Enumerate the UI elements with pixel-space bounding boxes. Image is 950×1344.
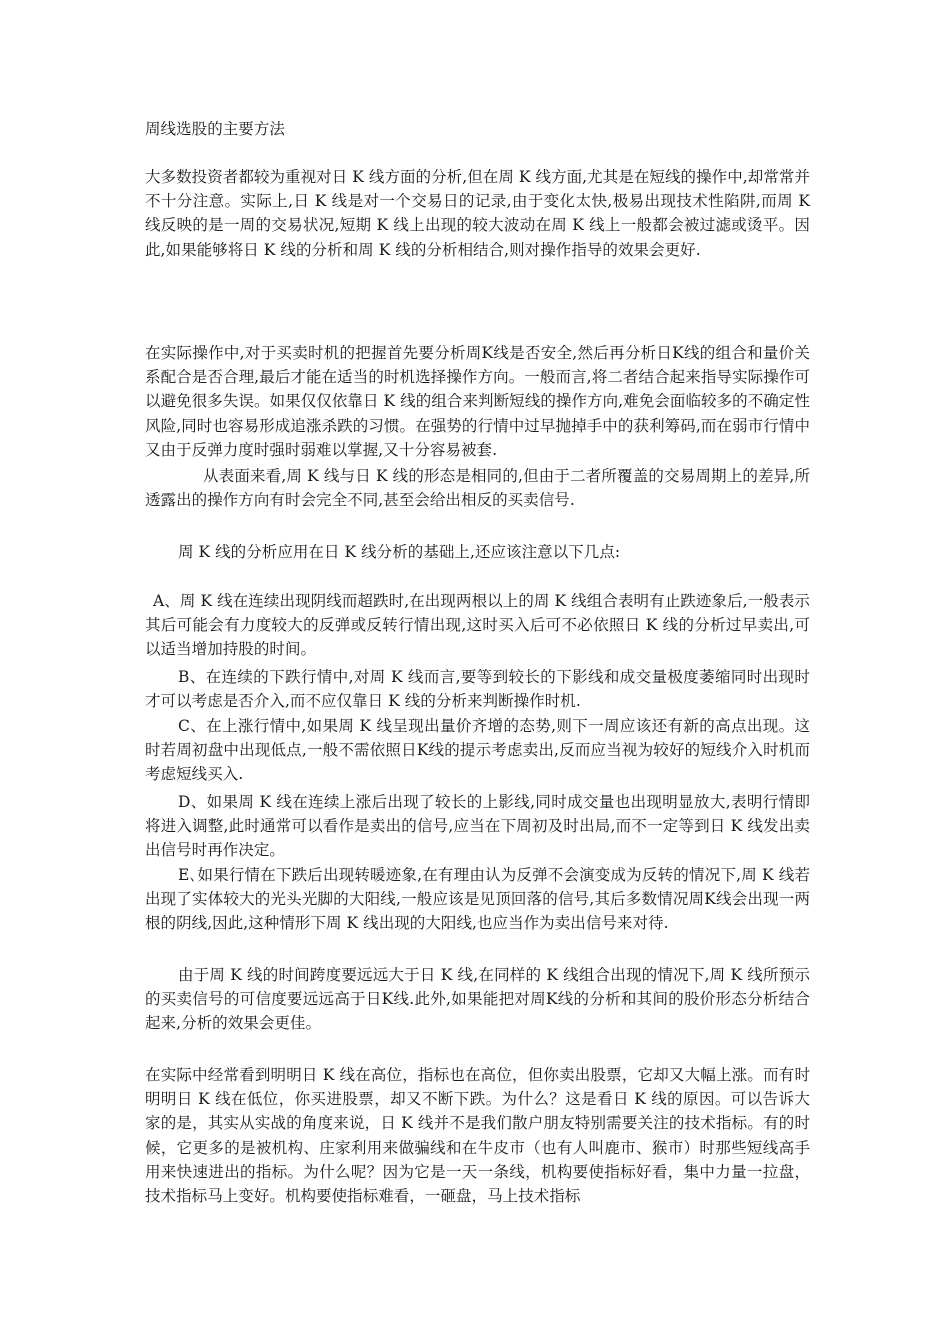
paragraph-weekly-span: 由于周 K 线的时间跨度要远远大于日 K 线,在同样的 K 线组合出现的情况下,周 K 线所预示的买卖信号的可信度要远远高于日K线.此外,如果能把对周K线的分析和其间的股价形态分析结合起来,分析的效果会更佳。 (145, 966, 810, 1033)
list-item-b: B、在连续的下跌行情中,对周 K 线而言,要等到较长的下影线和成交量极度萎缩同时出现时才可以考虑是否介入,而不应仅靠日 K 线的分析来判断操作时机. (145, 668, 810, 711)
paragraph-practice: 在实际操作中,对于买卖时机的把握首先要分析周K线是否安全,然后再分析日K线的组合和量价关系配合是否合理,最后才能在适当的时机选择操作方向。一般而言,将二者结合起来指导实际操作可以避免很多失误。如果仅仅依靠日 K 线的组合来判断短线的操作方向,难免会面临较多的不确定性风险,同时也容易形成追涨杀跌的习惯。在强势的行情中过早抛掉手中的获利筹码,而在弱市行情中又由于反弹力度时强时弱难以掌握,又十分容易被套. (145, 344, 810, 459)
paragraph-points-intro: 周 K 线的分析应用在日 K 线分析的基础上,还应该注意以下几点: (178, 543, 621, 561)
list-item-a: A、周 K 线在连续出现阴线而超跌时,在出现两根以上的周 K 线组合表明有止跌迹象后,一般表示其后可能会有力度较大的反弹或反转行情出现,这时买入后可不必依照日 K 线的分析过早卖出,可以适当增加持股的时间。 (145, 592, 810, 659)
list-item-d: D、如果周 K 线在连续上涨后出现了较长的上影线,同时成交量也出现明显放大,表明行情即将进入调整,此时通常可以看作是卖出的信号,应当在下周初及时出局,而不一定等到日 K 线发出卖出信号时再作决定。 (145, 793, 810, 860)
document-title: 周线选股的主要方法 (145, 120, 285, 138)
paragraph-daily-k: 在实际中经常看到明明日 K 线在高位，指标也在高位，但你卖出股票，它却又大幅上涨。而有时明明日 K 线在低位，你买进股票，却又不断下跌。为什么？这是看日 K 线的原因。可以告诉大家的是，其实从实战的角度来说，日 K 线并不是我们散户朋友特别需要关注的技术指标。有的时候，它更多的是被机构、庄家利用来做骗线和在牛皮市（也有人叫鹿市、猴市）时那些短线高手用来快速进出的指标。为什么呢？因为它是一天一条线，机构要使指标好看，集中力量一拉盘，技术指标马上变好。机构要使指标难看，一砸盘，马上技术指标 (145, 1066, 810, 1206)
paragraph-intro: 大多数投资者都较为重视对日 K 线方面的分析,但在周 K 线方面,尤其是在短线的操作中,却常常并不十分注意。实际上,日 K 线是对一个交易日的记录,由于变化太快,极易出现技术性陷阱,而周 K 线反映的是一周的交易状况,短期 K 线上出现的较大波动在周 K 线上一般都会被过滤或烫平。因此,如果能够将日 K 线的分析和周 K 线的分析相结合,则对操作指导的效果会更好. (145, 168, 810, 259)
paragraph-surface: 从表面来看,周 K 线与日 K 线的形态是相同的,但由于二者所覆盖的交易周期上的差异,所透露出的操作方向有时会完全不同,甚至会给出相反的买卖信号. (145, 467, 810, 510)
list-item-e: E､如果行情在下跌后出现转暖迹象,在有理由认为反弹不会演变成为反转的情况下,周 K 线若出现了实体较大的光头光脚的大阳线,一般应该是见顶回落的信号,其后多数情况周K线会出现一两根的阴线,因此,这种情形下周 K 线出现的大阳线,也应当作为卖出信号来对待. (145, 866, 810, 933)
list-item-c: C、在上涨行情中,如果周 K 线呈现出量价齐增的态势,则下一周应该还有新的高点出现。这时若周初盘中出现低点,一般不需依照日K线的提示考虑卖出,反而应当视为较好的短线介入时机而考虑短线买入. (145, 717, 810, 784)
